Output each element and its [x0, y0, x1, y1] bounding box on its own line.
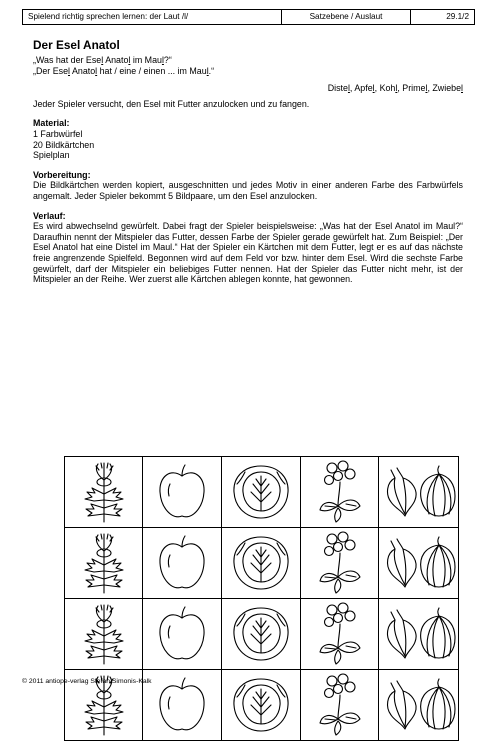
cabbage-icon: [222, 533, 300, 593]
cabbage-icon: [222, 675, 300, 735]
picture-card: [379, 670, 459, 741]
preparation-heading: Vorbereitung:: [33, 169, 91, 180]
word-item: Primel: [402, 83, 428, 94]
header-page-number: 29.1/2: [446, 12, 469, 21]
picture-card: [379, 599, 459, 670]
picture-card: [221, 670, 300, 741]
picture-card: [143, 528, 222, 599]
procedure-section: [33, 211, 463, 285]
picture-card: [300, 457, 378, 528]
primrose-icon: [301, 460, 378, 524]
question-line: „Was hat der Esel Anatol im Maul?“: [33, 55, 172, 65]
header-topic: Spielend richtig sprechen lernen: der Laut /l/: [23, 10, 282, 24]
word-item: Apfel: [354, 83, 375, 94]
copyright-footer: © 2011 antiope-verlag Stefan Simonis-Kalk: [22, 678, 152, 685]
apple-icon: [143, 675, 221, 735]
picture-card: [221, 599, 300, 670]
material-item: 1 Farbwürfel: [33, 128, 83, 139]
onion-icon: [379, 606, 458, 662]
thistle-icon: [65, 531, 142, 595]
cabbage-icon: [222, 604, 300, 664]
material-section: [33, 118, 463, 160]
picture-row: [65, 599, 459, 670]
onion-icon: [379, 535, 458, 591]
answer-line: „Der Esel Anatol hat / eine / einen ... im Maul.“: [33, 65, 215, 76]
picture-card: [65, 528, 143, 599]
picture-card: [143, 670, 222, 741]
header-level: Satzebene / Auslaut: [282, 10, 411, 24]
picture-card: [65, 457, 143, 528]
picture-card: [221, 528, 300, 599]
apple-icon: [143, 462, 221, 522]
picture-card: [65, 599, 143, 670]
material-item: Spielplan: [33, 150, 70, 161]
material-item: 20 Bildkärtchen: [33, 139, 95, 150]
word-item: Kohl: [379, 83, 398, 94]
onion-icon: [379, 464, 458, 520]
picture-row: [65, 457, 459, 528]
apple-icon: [143, 533, 221, 593]
cabbage-icon: [222, 462, 300, 522]
apple-icon: [143, 604, 221, 664]
picture-card: [143, 599, 222, 670]
picture-card: [221, 457, 300, 528]
word-list: Distel, Apfel, Kohl, Primel, Zwiebel: [327, 83, 463, 94]
page-title: Der Esel Anatol: [33, 38, 120, 52]
thistle-icon: [65, 602, 142, 666]
word-item: Zwiebel: [432, 83, 463, 94]
word-item: Distel: [327, 83, 350, 94]
thistle-icon: [65, 460, 142, 524]
picture-card: [300, 528, 378, 599]
picture-card: [379, 457, 459, 528]
primrose-icon: [301, 602, 378, 666]
primrose-icon: [301, 531, 378, 595]
picture-card: [300, 670, 378, 741]
picture-row: [65, 528, 459, 599]
preparation-section: [33, 170, 463, 202]
picture-card: [143, 457, 222, 528]
material-heading: Material:: [33, 118, 70, 129]
primrose-icon: [301, 673, 378, 737]
page-header: [22, 9, 475, 25]
procedure-text: Es wird abwechselnd gewürfelt. Dabei fragt der Spieler beispielsweise: „Was hat der Esel Anatol im Maul?“ Daraufhin nennt der Mitspieler das Futter, dessen Farbe der Spieler gerade gewürfelt hat. Zum Beispiel: „Der Esel Anatol hat eine Distel im Maul.“ Hat der Spieler ein Kärtchen mit dem Futter, legt er es auf das nächste freie angrenzende Spielfeld. Begonnen wird auf dem Feld vor bzw. hinter dem Esel. Wird die sechste Farbe gewürfelt, darf der Mitspieler ein beliebiges Futter nennen. Hat der Spieler das Futter nicht mehr, ist der Mitspieler an der Reihe. Wer zuerst alle Kärtchen ablegen konnte, hat gewonnen.: [33, 221, 463, 285]
picture-card: [300, 599, 378, 670]
preparation-text: Die Bildkärtchen werden kopiert, ausgeschnitten und jedes Motiv in einer anderen Farbe des Farbwürfels angemalt. Jeder Spieler bekommt 5 Bildpaare, um den Esel anzulocken.: [33, 180, 463, 201]
picture-card: [379, 528, 459, 599]
main-content: [33, 38, 463, 285]
onion-icon: [379, 677, 458, 733]
procedure-heading: Verlauf:: [33, 210, 66, 221]
intro-text: Jeder Spieler versucht, den Esel mit Futter anzulocken und zu fangen.: [33, 98, 310, 109]
picture-card-grid: [64, 456, 459, 741]
